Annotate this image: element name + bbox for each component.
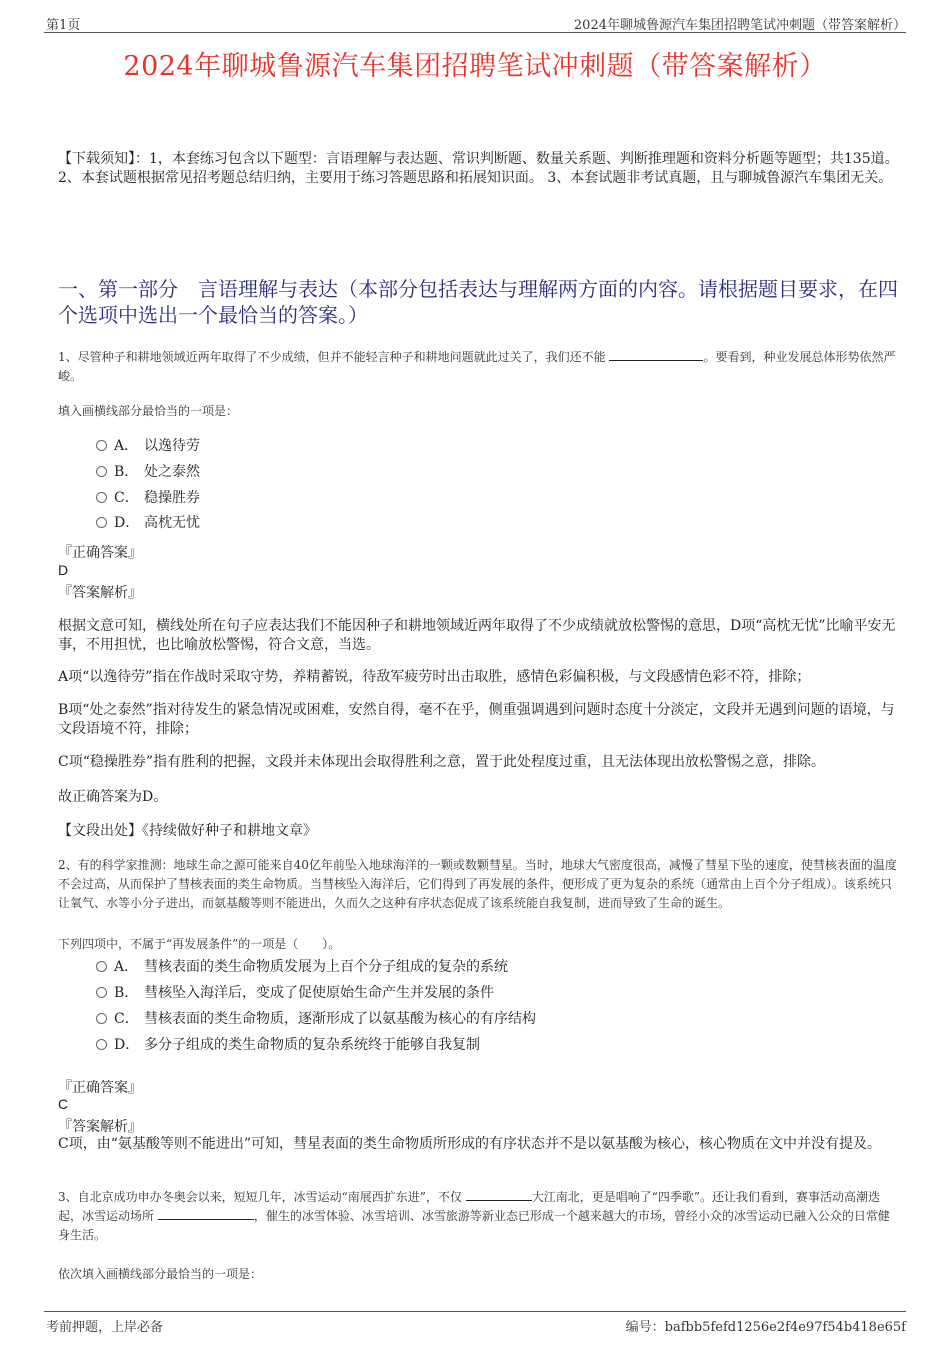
question-3-blank-1 [466,1188,532,1201]
question-2-option-d[interactable]: D． 多分子组成的类生命物质的复杂系统终于能够自我复制 [96,1036,480,1054]
question-2-stem: 2、有的科学家推测：地球生命之源可能来自40亿年前坠入地球海洋的一颗或数颗彗星。当时，地球大气密度很高，减慢了彗星下坠的速度，使彗核表面的温度不会过高，从而保护了彗核表面的类生命物质。当彗核坠入海洋后，它们得到了再发展的条件，便形成了更为复杂的系统（通常由上百个分子组成）。该系统只让氧气、水等小分子进出，而氨基酸等则不能进出，久而久之这种有序状态促成了该系统能自我复制，进而导致了生命的诞生。 [58,858,897,910]
question-1-option-c[interactable]: C． 稳操胜券 [96,489,200,507]
question-3-stem-part1: 3、自北京成功申办冬奥会以来，短短几年，冰雪运动“南展西扩东进”，不仅 [58,1190,462,1204]
question-3-blank-2 [158,1207,254,1220]
question-1-answer: D [58,562,69,578]
question-1-analysis-label: 『答案解析』 [58,585,142,601]
radio-icon[interactable] [96,466,107,477]
question-2-analysis-label: 『答案解析』 [58,1119,142,1135]
question-2-option-b[interactable]: B． 彗核坠入海洋后，变成了促使原始生命产生并发展的条件 [96,984,494,1002]
radio-icon[interactable] [96,987,107,998]
radio-icon[interactable] [96,1013,107,1024]
question-2-option-c[interactable]: C． 彗核表面的类生命物质，逐渐形成了以氨基酸为核心的有序结构 [96,1010,536,1028]
question-1-correct-label: 『正确答案』 [58,545,142,561]
question-3-instruction: 依次填入画横线部分最恰当的一项是： [58,1267,263,1281]
question-1-instruction: 填入画横线部分最恰当的一项是： [58,404,239,418]
document-code: 编号：bafbb5fefd1256e2f4e97f54b418e65f [625,1320,906,1335]
question-2-option-a[interactable]: A． 彗核表面的类生命物质发展为上百个分子组成的复杂的系统 [96,958,508,976]
download-notice: 【下载须知】：1，本套练习包含以下题型：言语理解与表达题、常识判断题、数量关系题、判断推理题和资料分析题等题型；共135道。 2、本套试题根据常见招考题总结归纳，主要用于练习答题思路和拓展知识面。 3、本套试题非考试真题，且与聊城鲁源汽车集团无关。 [58,151,899,186]
radio-icon[interactable] [96,961,107,972]
question-2-correct-label: 『正确答案』 [58,1080,142,1096]
question-2-question: 下列四项中，不属于“再发展条件”的一项是（ ）。 [58,937,341,951]
question-1-stem-part2: 。要看到，种业发展总体形势依然严峻。 [58,350,896,383]
question-1-option-a[interactable]: A． 以逸待劳 [96,437,200,455]
radio-icon[interactable] [96,517,107,528]
running-header-title: 2024年聊城鲁源汽车集团招聘笔试冲刺题（带答案解析） [573,18,906,33]
question-1-option-b[interactable]: B． 处之泰然 [96,463,200,481]
question-1-analysis-p4: C项“稳操胜券”指有胜利的把握，文段并未体现出会取得胜利之意，置于此处程度过重，且无法体现出放松警惕之意，排除。 [58,754,826,770]
radio-icon[interactable] [96,1039,107,1050]
question-1-analysis-p2: A项“以逸待劳”指在作战时采取守势，养精蓄锐，待敌军疲劳时出击取胜，感情色彩偏积极，与文段感情色彩不符，排除； [58,669,811,685]
section-heading: 一、第一部分 言语理解与表达（本部分包括表达与理解两方面的内容。请根据题目要求，在四个选项中选出一个最恰当的答案。） [58,277,898,327]
question-1-source: 【文段出处】《持续做好种子和耕地文章》 [58,823,317,839]
question-2-analysis: C项，由“氨基酸等则不能进出”可知，彗星表面的类生命物质所形成的有序状态并不是以氨基酸为核心，核心物质在文中并没有提及。 [58,1136,882,1152]
page-number: 第1页 [46,18,81,33]
question-1-option-d[interactable]: D． 高枕无忧 [96,514,200,532]
question-1-blank [609,348,703,361]
radio-icon[interactable] [96,440,107,451]
document-title: 2024年聊城鲁源汽车集团招聘笔试冲刺题（带答案解析） [123,51,827,82]
question-1-analysis-p3: B项“处之泰然”指对待发生的紧急情况或困难，安然自得，毫不在乎，侧重强调遇到问题时态度十分淡定，文段并无遇到问题的语境，与文段语境不符，排除； [58,702,895,737]
header-divider [44,32,906,33]
question-3-stem-part3: ，催生的冰雪体验、冰雪培训、冰雪旅游等新业态已形成一个越来越大的市场，曾经小众的冰雪运动已融入公众的日常健身生活。 [58,1209,890,1242]
footer-divider [44,1311,906,1312]
question-3-stem [58,1188,900,1245]
question-1-analysis-p5: 故正确答案为D。 [58,789,168,805]
question-2-answer: C [58,1096,69,1112]
footer-slogan: 考前押题，上岸必备 [46,1320,164,1335]
question-1-stem-part1: 1、尽管种子和耕地领域近两年取得了不少成绩，但并不能轻言种子和耕地问题就此过关了，我们还不能 [58,350,606,364]
question-1-analysis-p1: 根据文意可知，横线处所在句子应表达我们不能因种子和耕地领域近两年取得了不少成绩就放松警惕的意思，D项“高枕无忧”比喻平安无事，不用担忧，也比喻放松警惕，符合文意，当选。 [58,618,896,653]
question-1-stem [58,348,900,386]
radio-icon[interactable] [96,492,107,503]
question-3-stem-part2: 大江南北，更是唱响了“四季歌”。还让我们看到，赛事活动高潮迭起，冰雪运动场所 [58,1190,881,1223]
